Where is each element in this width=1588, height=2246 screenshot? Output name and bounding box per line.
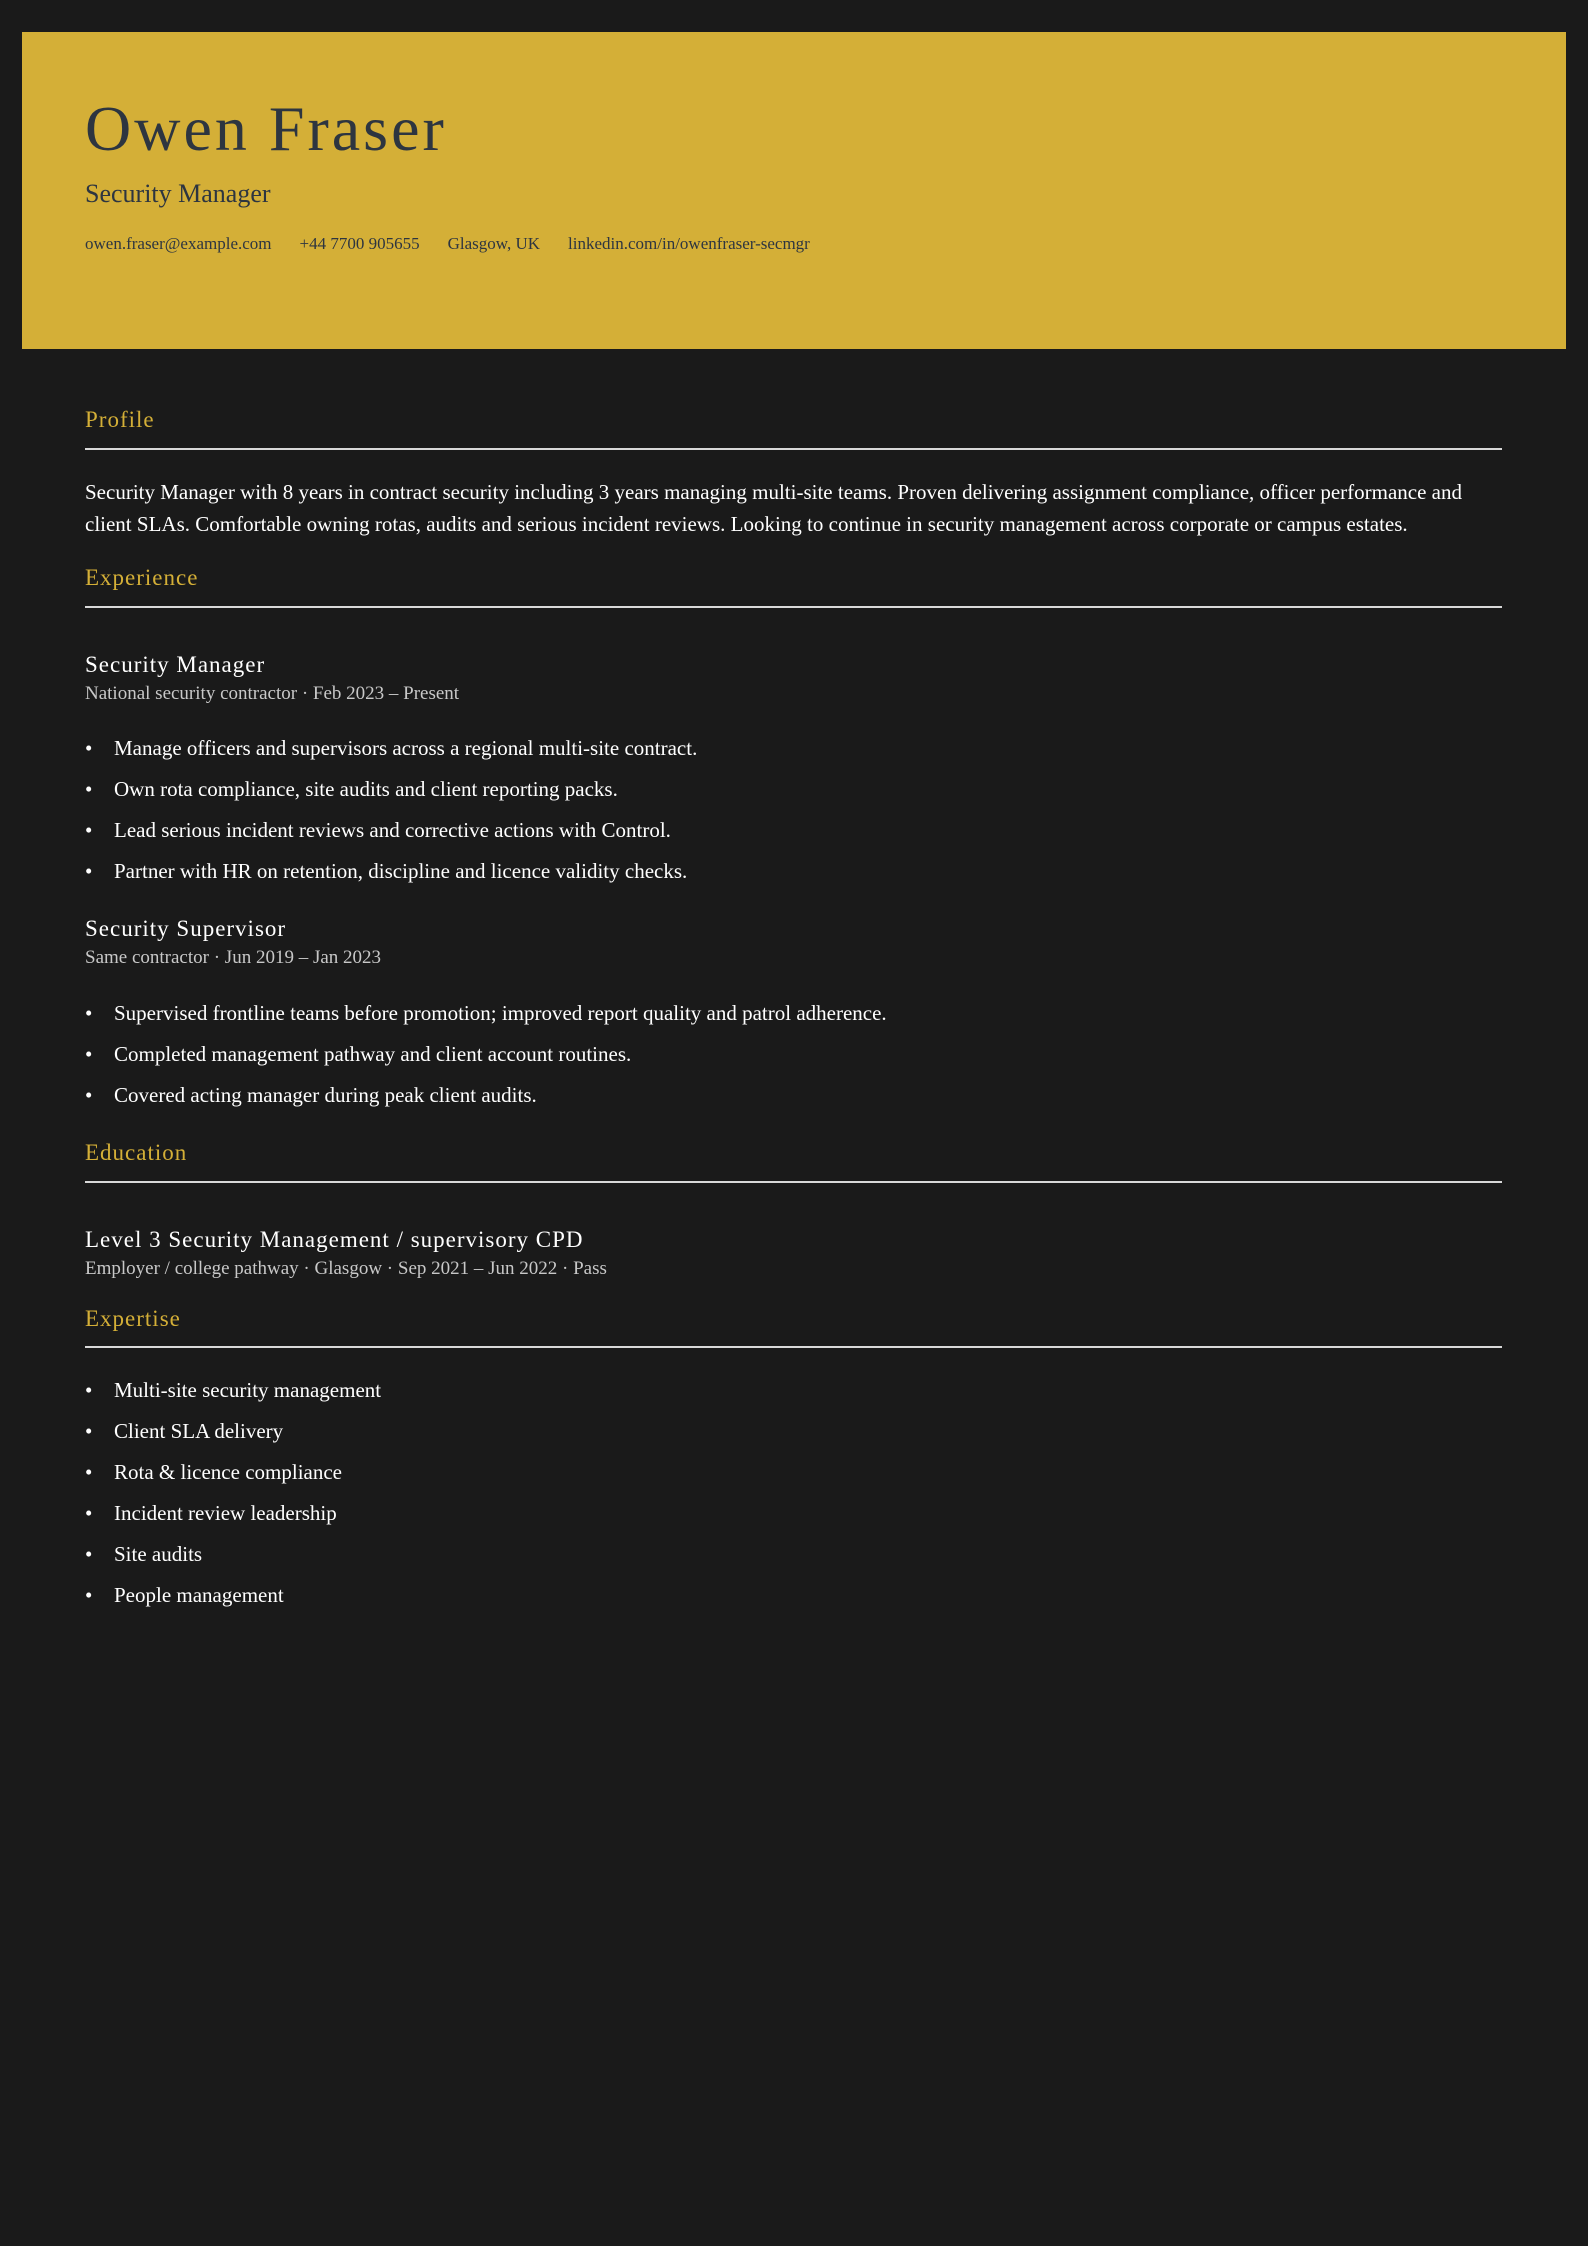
resume-body — [85, 405, 1502, 1638]
candidate-role: Security Manager — [85, 179, 271, 209]
job-entry — [85, 650, 1502, 893]
education-section — [85, 1138, 1502, 1281]
list-item: • Completed management pathway and client account routines. — [85, 1034, 1502, 1075]
section-heading-profile: Profile — [85, 405, 1502, 450]
profile-text: Security Manager with 8 years in contract security including 3 years managing multi-site teams. Proven delivering assignment compliance, officer performance and client SLAs. Comfortable owning rotas, audits and serious incident reviews. Looking to continue in security management across corporate or campus estates. — [85, 479, 1463, 537]
job-bullets — [85, 993, 1502, 1116]
list-item: • Covered acting manager during peak client audits. — [85, 1075, 1502, 1116]
contact-linkedin: linkedin.com/in/owenfraser-secmgr — [568, 233, 810, 253]
resume-header — [22, 32, 1566, 349]
list-item: • Site audits — [85, 1534, 1502, 1575]
contact-phone: +44 7700 905655 — [299, 233, 420, 253]
profile-section — [85, 405, 1502, 541]
job-meta: National security contractor · Feb 2023 – Present — [85, 682, 460, 704]
list-item: • Manage officers and supervisors across a regional multi-site contract. — [85, 728, 1502, 769]
experience-section — [85, 563, 1502, 1116]
list-item: • Supervised frontline teams before promotion; improved report quality and patrol adherence. — [85, 993, 1502, 1034]
expertise-list — [85, 1370, 1502, 1616]
contact-location: Glasgow, UK — [447, 233, 541, 253]
list-item: • Client SLA delivery — [85, 1411, 1502, 1452]
education-entry — [85, 1225, 1502, 1282]
job-bullets — [85, 728, 1502, 892]
list-item: • People management — [85, 1575, 1502, 1616]
job-title: Security Supervisor — [85, 916, 287, 942]
section-heading-experience: Experience — [85, 563, 1502, 608]
section-heading-education: Education — [85, 1138, 1502, 1183]
expertise-section — [85, 1304, 1502, 1617]
job-entry — [85, 914, 1502, 1116]
contact-line — [85, 234, 1566, 254]
list-item: • Own rota compliance, site audits and client reporting packs. — [85, 769, 1502, 810]
education-title: Level 3 Security Management / supervisory CPD — [85, 1226, 584, 1252]
job-meta: Same contractor · Jun 2019 – Jan 2023 — [85, 947, 382, 969]
education-meta: Employer / college pathway · Glasgow · Sep 2021 – Jun 2022 · Pass — [85, 1257, 607, 1279]
list-item: • Incident review leadership — [85, 1493, 1502, 1534]
list-item: • Multi-site security management — [85, 1370, 1502, 1411]
list-item: • Rota & licence compliance — [85, 1452, 1502, 1493]
section-heading-expertise: Expertise — [85, 1304, 1502, 1349]
list-item: • Lead serious incident reviews and corrective actions with Control. — [85, 810, 1502, 851]
list-item: • Partner with HR on retention, discipline and licence validity checks. — [85, 851, 1502, 892]
candidate-name: Owen Fraser — [85, 93, 447, 164]
job-title: Security Manager — [85, 651, 266, 677]
contact-email: owen.fraser@example.com — [85, 233, 272, 253]
